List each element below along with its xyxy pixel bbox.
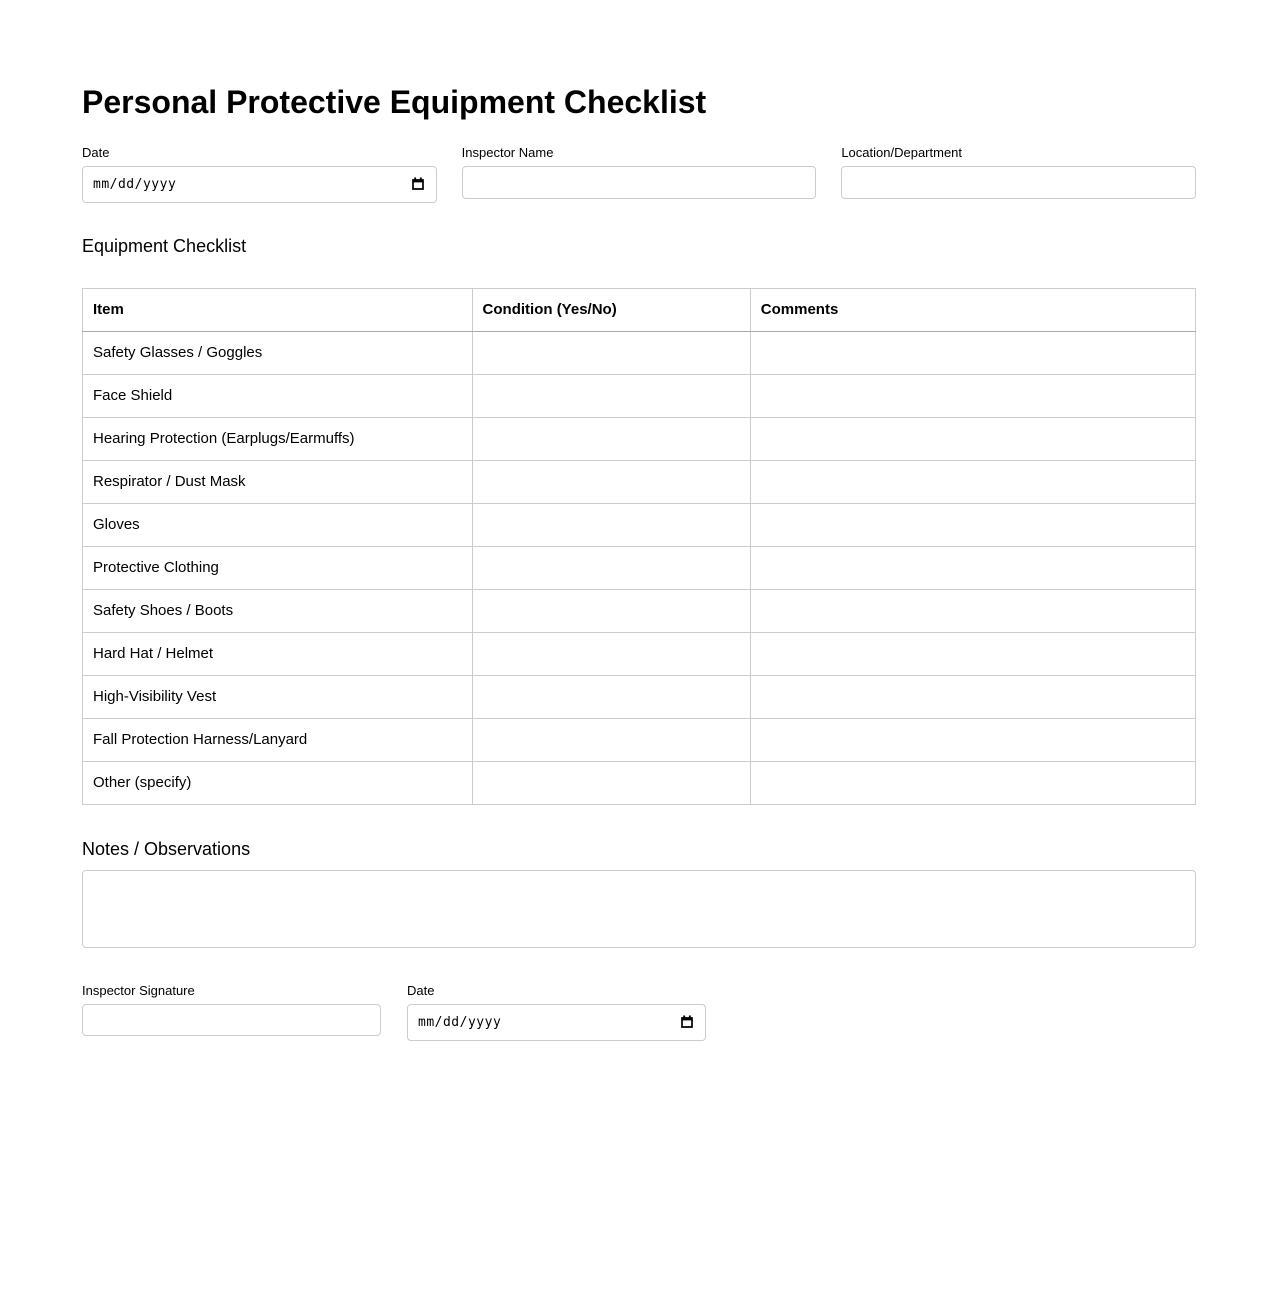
- table-row: [83, 374, 1196, 417]
- location-department-field-group: [841, 145, 1196, 199]
- condition-cell[interactable]: [472, 761, 750, 804]
- condition-cell[interactable]: [472, 589, 750, 632]
- signature-row: [82, 983, 1196, 1041]
- comments-cell[interactable]: [750, 589, 1195, 632]
- item-cell: Hearing Protection (Earplugs/Earmuffs): [83, 417, 473, 460]
- notes-textarea[interactable]: [82, 870, 1196, 948]
- table-row: [83, 331, 1196, 374]
- table-row: [83, 460, 1196, 503]
- date-input-placeholder: mm/dd/yyyy: [93, 176, 177, 192]
- equipment-checklist-table: [82, 288, 1196, 805]
- comments-cell[interactable]: [750, 675, 1195, 718]
- signature-date-placeholder: mm/dd/yyyy: [418, 1014, 502, 1030]
- comments-cell[interactable]: [750, 718, 1195, 761]
- table-row: [83, 632, 1196, 675]
- calendar-icon[interactable]: [409, 175, 427, 193]
- condition-cell[interactable]: [472, 675, 750, 718]
- condition-cell[interactable]: [472, 331, 750, 374]
- calendar-icon[interactable]: [678, 1013, 696, 1031]
- signature-date-input[interactable]: [407, 1004, 706, 1041]
- condition-cell[interactable]: [472, 374, 750, 417]
- table-row: [83, 503, 1196, 546]
- table-row: [83, 546, 1196, 589]
- inspector-signature-label: Inspector Signature: [82, 982, 195, 998]
- condition-cell[interactable]: [472, 546, 750, 589]
- location-department-label: Location/Department: [841, 144, 963, 160]
- inspector-name-field-group: [462, 145, 817, 199]
- item-cell: Protective Clothing: [83, 546, 473, 589]
- column-header-comments: Comments: [750, 288, 1195, 331]
- date-field-group: [82, 145, 437, 203]
- table-row: [83, 718, 1196, 761]
- table-row: [83, 761, 1196, 804]
- inspector-signature-field-group: [82, 983, 381, 1041]
- comments-cell[interactable]: [750, 546, 1195, 589]
- date-input[interactable]: [82, 166, 437, 203]
- comments-cell[interactable]: [750, 331, 1195, 374]
- item-cell: Gloves: [83, 503, 473, 546]
- condition-cell[interactable]: [472, 718, 750, 761]
- comments-cell[interactable]: [750, 374, 1195, 417]
- comments-cell[interactable]: [750, 417, 1195, 460]
- location-department-input[interactable]: [841, 166, 1196, 199]
- signature-date-label: Date: [407, 982, 435, 998]
- date-label: Date: [82, 144, 110, 160]
- item-cell: Other (specify): [83, 761, 473, 804]
- comments-cell[interactable]: [750, 503, 1195, 546]
- item-cell: High-Visibility Vest: [83, 675, 473, 718]
- comments-cell[interactable]: [750, 761, 1195, 804]
- comments-cell[interactable]: [750, 460, 1195, 503]
- ppe-checklist-form: [82, 0, 1196, 1301]
- column-header-item: Item: [83, 288, 473, 331]
- condition-cell[interactable]: [472, 632, 750, 675]
- item-cell: Hard Hat / Helmet: [83, 632, 473, 675]
- table-row: [83, 417, 1196, 460]
- item-cell: Safety Shoes / Boots: [83, 589, 473, 632]
- item-cell: Respirator / Dust Mask: [83, 460, 473, 503]
- equipment-checklist-heading: Equipment Checklist: [82, 235, 247, 256]
- table-row: [83, 589, 1196, 632]
- comments-cell[interactable]: [750, 632, 1195, 675]
- notes-heading: Notes / Observations: [82, 838, 251, 859]
- inspector-signature-input[interactable]: [82, 1004, 381, 1036]
- inspector-name-input[interactable]: [462, 166, 817, 199]
- column-header-condition: Condition (Yes/No): [472, 288, 750, 331]
- signature-date-field-group: [407, 983, 706, 1041]
- table-header-row: [83, 288, 1196, 331]
- condition-cell[interactable]: [472, 460, 750, 503]
- condition-cell[interactable]: [472, 503, 750, 546]
- item-cell: Fall Protection Harness/Lanyard: [83, 718, 473, 761]
- table-row: [83, 675, 1196, 718]
- condition-cell[interactable]: [472, 417, 750, 460]
- top-fields-row: [82, 145, 1196, 203]
- inspector-name-label: Inspector Name: [461, 144, 554, 160]
- page-title: Personal Protective Equipment Checklist: [82, 84, 707, 120]
- item-cell: Safety Glasses / Goggles: [83, 331, 473, 374]
- item-cell: Face Shield: [83, 374, 473, 417]
